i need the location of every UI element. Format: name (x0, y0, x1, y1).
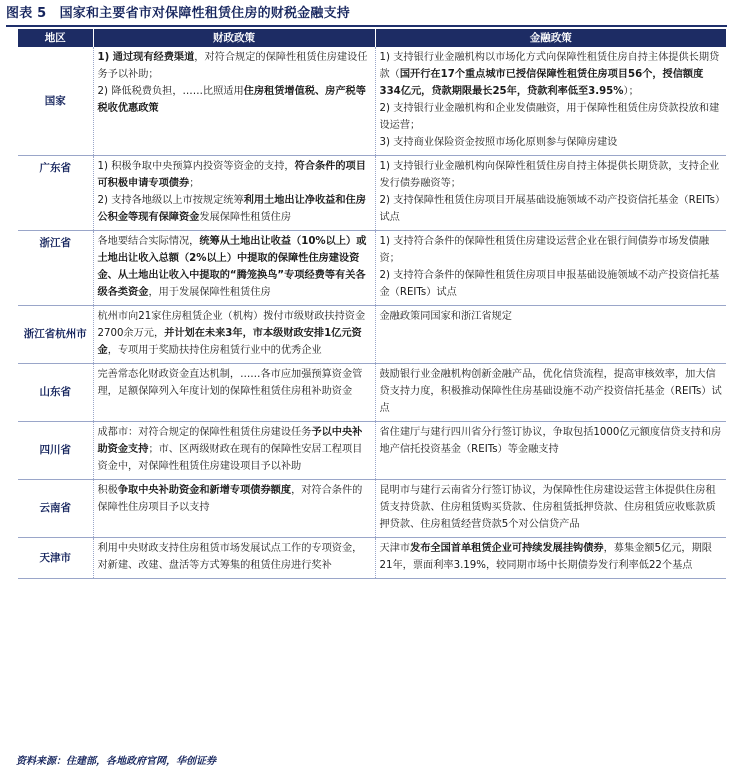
policy-text: ，募集金额5亿元，期限21年，票面利率3.19%，较同期市场中长期债券发行利率低22个基点 (379, 543, 712, 571)
table-row (18, 306, 726, 364)
finance-paragraph (380, 540, 723, 574)
table-row (18, 156, 726, 231)
region-cell: 天津市 (18, 538, 93, 579)
table-row (18, 538, 726, 579)
finance-paragraph (380, 158, 723, 192)
policy-text: 2) 支持各地级以上市按规定统筹 (97, 195, 244, 206)
finance-paragraph (380, 482, 723, 533)
policy-text: 金融政策同国家和浙江省规定 (379, 311, 512, 322)
table-body (18, 47, 726, 579)
fiscal-paragraph (98, 158, 371, 192)
finance-cell (375, 480, 726, 538)
policy-text: 1) 积极争取中央预算内投资等资金的支持， (97, 161, 295, 172)
finance-cell (375, 47, 726, 156)
policy-text: 积极 (97, 485, 118, 496)
policy-text: 1) 支持银行业金融机构以市场化方式向保障性租赁住房自持主体提供长期贷款（ (379, 52, 720, 80)
fiscal-cell (93, 47, 375, 156)
policy-text: 3) 支持商业保险资金按照市场化原则参与保障房建设 (379, 137, 618, 148)
highlight-text: 住房租赁增值税、房产税等税收优惠政策 (97, 86, 366, 114)
finance-paragraph (380, 49, 723, 100)
highlight-text: 并计划在未来3年，市本级财政安排1亿元资金 (97, 328, 362, 356)
fiscal-paragraph (98, 308, 371, 359)
policy-text: ，专项用于奖励扶持住房租赁行业中的优秀企业 (107, 345, 322, 356)
policy-text: ，用于发展保障性租赁住房 (148, 287, 271, 298)
finance-paragraph (380, 192, 723, 226)
fiscal-paragraph (98, 83, 371, 117)
highlight-text: 国开行在17个重点城市已授信保障性租赁住房项目56个，授信额度334亿元，贷款期限最长25年，贷款利率低至3.95% (379, 69, 704, 97)
finance-cell (375, 231, 726, 306)
policy-text: 杭州市向21家住房租赁企业（机构）拨付市级财政扶持资金2700余万元， (97, 311, 366, 339)
highlight-text: 发布全国首单租赁企业可持续发展挂钩债券 (410, 543, 604, 554)
fiscal-cell (93, 231, 375, 306)
region-cell: 国家 (18, 47, 93, 156)
region-cell: 广东省 (18, 156, 93, 231)
fiscal-cell (93, 306, 375, 364)
policy-text: 2) 支持符合条件的保障性租赁住房项目申报基础设施领域不动产投资信托基金（REITs）试点 (379, 270, 720, 298)
fiscal-paragraph (98, 192, 371, 226)
policy-text: 2) 支持银行业金融机构和企业发债融资，用于保障性租赁住房贷款投放和建设运营； (379, 103, 720, 131)
finance-cell (375, 422, 726, 480)
table-row (18, 231, 726, 306)
fiscal-paragraph (98, 482, 371, 516)
policy-text: ）； (623, 86, 639, 97)
highlight-text: 予以中央补助资金支持 (97, 427, 363, 455)
fiscal-cell (93, 364, 375, 422)
fiscal-cell (93, 538, 375, 579)
fiscal-cell (93, 156, 375, 231)
fiscal-paragraph (98, 540, 371, 574)
finance-paragraph (380, 267, 723, 301)
policy-table (18, 29, 726, 579)
highlight-text: 1) 通过现有经费渠道 (97, 52, 195, 63)
table-row (18, 47, 726, 156)
header-finance: 金融政策 (375, 29, 726, 47)
finance-cell (375, 156, 726, 231)
finance-cell (375, 306, 726, 364)
finance-paragraph (380, 134, 723, 151)
region-cell: 云南省 (18, 480, 93, 538)
header-region: 地区 (18, 29, 93, 47)
policy-text: 昆明市与建行云南省分行签订协议，为保障性住房建设运营主体提供住房租赁支持贷款、住房租赁购买贷款、住房租赁抵押贷款、住房租赁应收账款质押贷款、住房租赁经营贷款5个对公信贷产品 (379, 485, 716, 530)
policy-text: 完善常态化财政资金直达机制，……各市应加强预算资金管理，足额保障列入年度计划的保障性租赁住房租补助资金 (97, 369, 363, 397)
finance-paragraph (380, 424, 723, 458)
policy-text: 1) 支持银行业金融机构向保障性租赁住房自持主体提供长期贷款，支持企业发行债券融资等； (379, 161, 720, 189)
finance-cell (375, 538, 726, 579)
finance-paragraph (380, 308, 723, 325)
fiscal-paragraph (98, 49, 371, 83)
policy-text: 发展保障性租赁住房 (199, 212, 292, 223)
policy-text: 2) 支持保障性租赁住房项目开展基础设施领域不动产投资信托基金（REITs）试点 (379, 195, 721, 223)
finance-cell (375, 364, 726, 422)
policy-text: ； (189, 178, 200, 189)
figure-title: 图表 5 国家和主要省市对保障性租赁住房的财税金融支持 (6, 6, 350, 21)
highlight-text: 争取中央补助资金和新增专项债券额度 (117, 485, 292, 496)
policy-text: ，对符合规定的保障性租赁住房建设任务予以补助； (97, 52, 368, 80)
table-header (18, 29, 726, 47)
policy-text: 2) 降低税费负担，……比照适用 (97, 86, 244, 97)
highlight-text: 统筹从土地出让收益（10%以上）或土地出让收入总额（2%以上）中提取的保障性住房建设资金、从土地出让收入中提取的“腾笼换鸟”专项经费等有关各级各类资金 (97, 236, 367, 298)
fiscal-paragraph (98, 366, 371, 400)
region-cell: 山东省 (18, 364, 93, 422)
policy-text: ，对符合条件的保障性住房项目予以支持 (97, 485, 363, 513)
source-note: 资料来源：住建部，各地政府官网，华创证券 (16, 756, 216, 767)
highlight-text: 符合条件的项目可积极申请专项债券 (97, 161, 366, 189)
policy-text: 利用中央财政支持住房租赁市场发展试点工作的专项资金，对新建、改建、盘活等方式筹集的租赁住房进行奖补 (97, 543, 363, 571)
region-cell: 四川省 (18, 422, 93, 480)
header-fiscal: 财政政策 (93, 29, 375, 47)
table-row (18, 422, 726, 480)
finance-paragraph (380, 233, 723, 267)
policy-text: 1) 支持符合条件的保障性租赁住房建设运营企业在银行间债券市场发债融资； (379, 236, 710, 264)
table-row (18, 364, 726, 422)
region-cell: 浙江省 (18, 231, 93, 306)
finance-paragraph (380, 366, 723, 417)
policy-text: 成都市：对符合规定的保障性租赁住房建设任务 (97, 427, 312, 438)
fiscal-paragraph (98, 233, 371, 301)
policy-text: ；市、区两级财政在现有的保障性安居工程项目资金中，对保障性租赁住房建设项目予以补助 (97, 444, 363, 472)
finance-paragraph (380, 100, 723, 134)
policy-text: 省住建厅与建行四川省分行签订协议，争取包括1000亿元额度信贷支持和房地产信托投资基金（REITs）等金融支持 (379, 427, 722, 455)
policy-text: 天津市 (379, 543, 411, 554)
policy-text: 鼓励银行业金融机构创新金融产品，优化信贷流程，提高审核效率，加大信贷支持力度，积极推动保障性住房基础设施不动产投资信托基金（REITs）试点 (379, 369, 722, 414)
highlight-text: 利用土地出让净收益和住房公积金等现有保障资金 (97, 195, 366, 223)
fiscal-cell (93, 480, 375, 538)
title-divider (6, 25, 727, 27)
fiscal-cell (93, 422, 375, 480)
fiscal-paragraph (98, 424, 371, 475)
policy-text: 各地要结合实际情况， (97, 236, 200, 247)
region-cell: 浙江省杭州市 (18, 306, 93, 364)
table-row (18, 480, 726, 538)
